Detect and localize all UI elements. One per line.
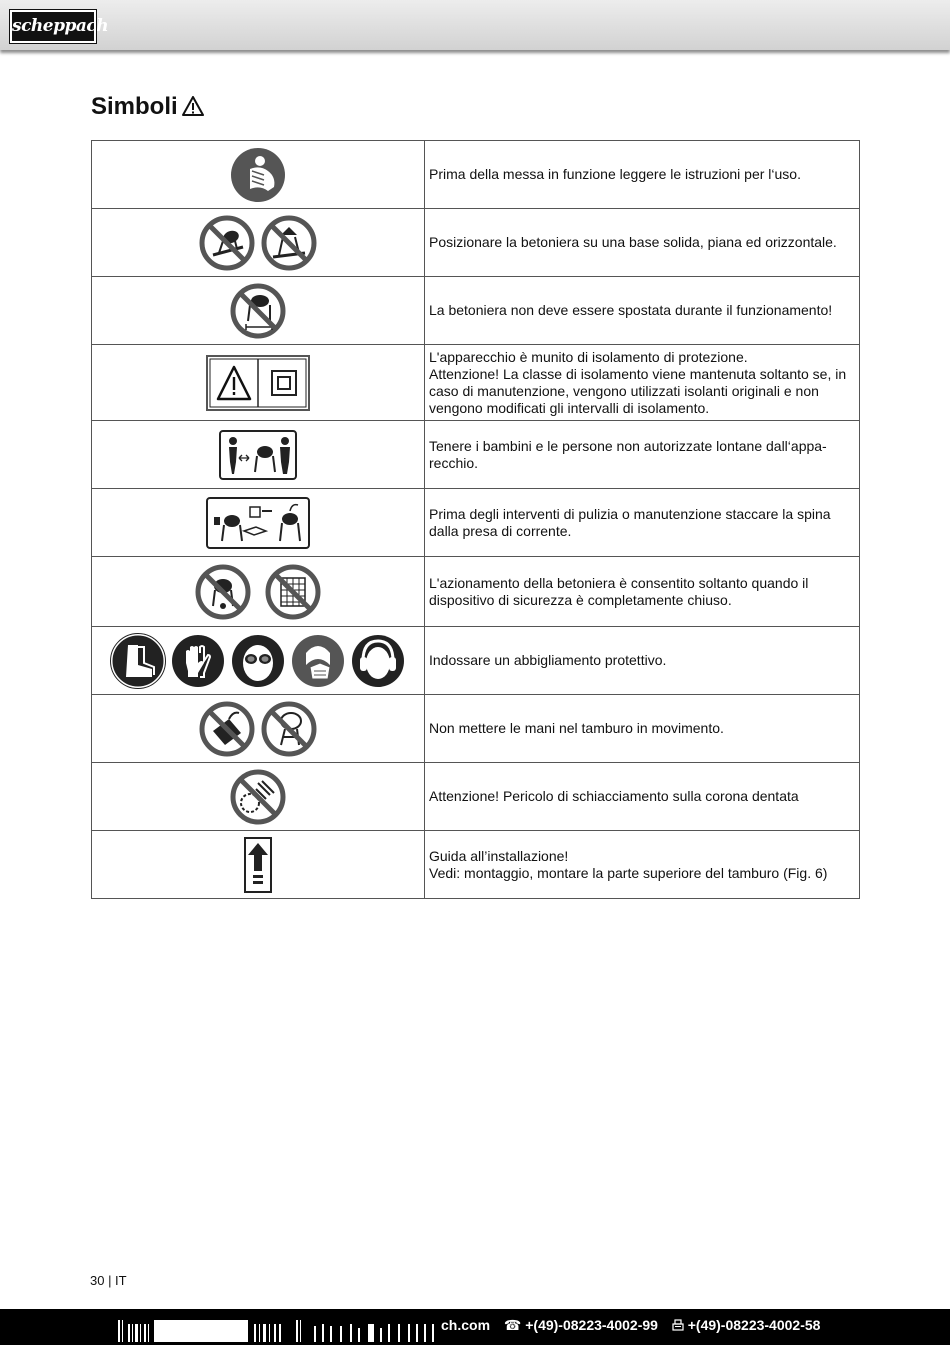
symbols-table [91,140,860,899]
table-row [92,695,860,763]
safety-boots-icon [110,633,166,689]
symbol-cell [92,141,425,209]
symbol-description: Attenzione! Pericolo di schiacciamento sulla corona dentata [425,763,860,831]
page-footer [0,1309,950,1345]
warning-triangle-icon [182,96,204,116]
symbol-cell [92,557,425,627]
unplug-before-maintenance-icon [206,497,310,549]
table-row [92,277,860,345]
phone-number: +(49)-08223-4002-99 [525,1317,658,1333]
symbol-description: Prima della messa in funzione leggere le istruzioni per l‘uso. [425,141,860,209]
page-title: Simboli [91,92,204,122]
symbol-description: La betoniera non deve essere spostata durante il funzionamento! [425,277,860,345]
scheppach-logo: scheppach [10,10,96,43]
symbol-description: Indossare un abbigliamento protettivo. [425,627,860,695]
safety-gloves-icon [170,633,226,689]
protection-class-ii-icon [206,355,310,411]
table-row [92,209,860,277]
fax-icon [672,1319,684,1331]
table-row [92,831,860,899]
keep-distance-icon [219,430,297,480]
symbol-cell [92,209,425,277]
table-row [92,421,860,489]
no-tilted-mixer-icon [199,215,255,271]
website-text: ch.com [441,1317,491,1333]
contact-info [441,1317,820,1334]
table-row [92,763,860,831]
ear-protection-icon [350,633,406,689]
symbol-cell [92,627,425,695]
symbol-description: Posizionare la betoniera su una base solida, piana ed orizzontale. [425,209,860,277]
symbol-description: L'apparecchio è munito di isolamento di protezione. Attenzione! La classe di isolamento viene mantenuta soltanto se, in caso di manutenzione, vengono utilizzati isolanti originali e non vengono modificati gli intervalli di isolamento. [425,345,860,421]
fax-number: +(49)-08223-4002-58 [687,1317,821,1333]
phone-item: ☎ +(49)-08223-4002-99 [503,1317,658,1333]
symbol-description: Tenere i bambini e le persone non autorizzate lontane dall‘appa-recchio. [425,421,860,489]
symbol-description: L'azionamento della betoniera è consentito soltanto quando il dispositivo di sicurezza è completamente chiuso. [425,557,860,627]
symbol-cell [92,345,425,421]
read-manual-icon [230,147,286,203]
symbol-cell [92,763,425,831]
safety-goggles-icon [230,633,286,689]
symbol-cell [92,277,425,345]
table-row [92,345,860,421]
table-row [92,557,860,627]
no-hands-in-drum-icon [199,701,255,757]
no-uneven-ground-icon [261,215,317,271]
no-open-grid-icon [265,564,321,620]
symbol-cell [92,831,425,899]
table-row [92,489,860,557]
no-operation-without-guard-icon [195,564,251,620]
symbol-cell [92,421,425,489]
table-row [92,627,860,695]
page-number: 30 | IT [90,1273,127,1288]
installation-arrow-icon [244,837,272,893]
no-moving-mixer-icon [230,283,286,339]
symbol-description: Non mettere le mani nel tamburo in movimento. [425,695,860,763]
barcode-graphic [118,1318,436,1342]
no-reaching-in-drum-icon [261,701,317,757]
no-gear-crushing-icon [230,769,286,825]
symbol-cell [92,695,425,763]
symbol-description: Guida all’installazione! Vedi: montaggio, montare la parte superiore del tamburo (Fig. 6) [425,831,860,899]
symbol-cell [92,489,425,557]
page-header [0,0,950,50]
table-row [92,141,860,209]
symbol-description: Prima degli interventi di pulizia o manutenzione staccare la spina dalla presa di corrente. [425,489,860,557]
dust-mask-icon [290,633,346,689]
fax-item [672,1317,821,1333]
